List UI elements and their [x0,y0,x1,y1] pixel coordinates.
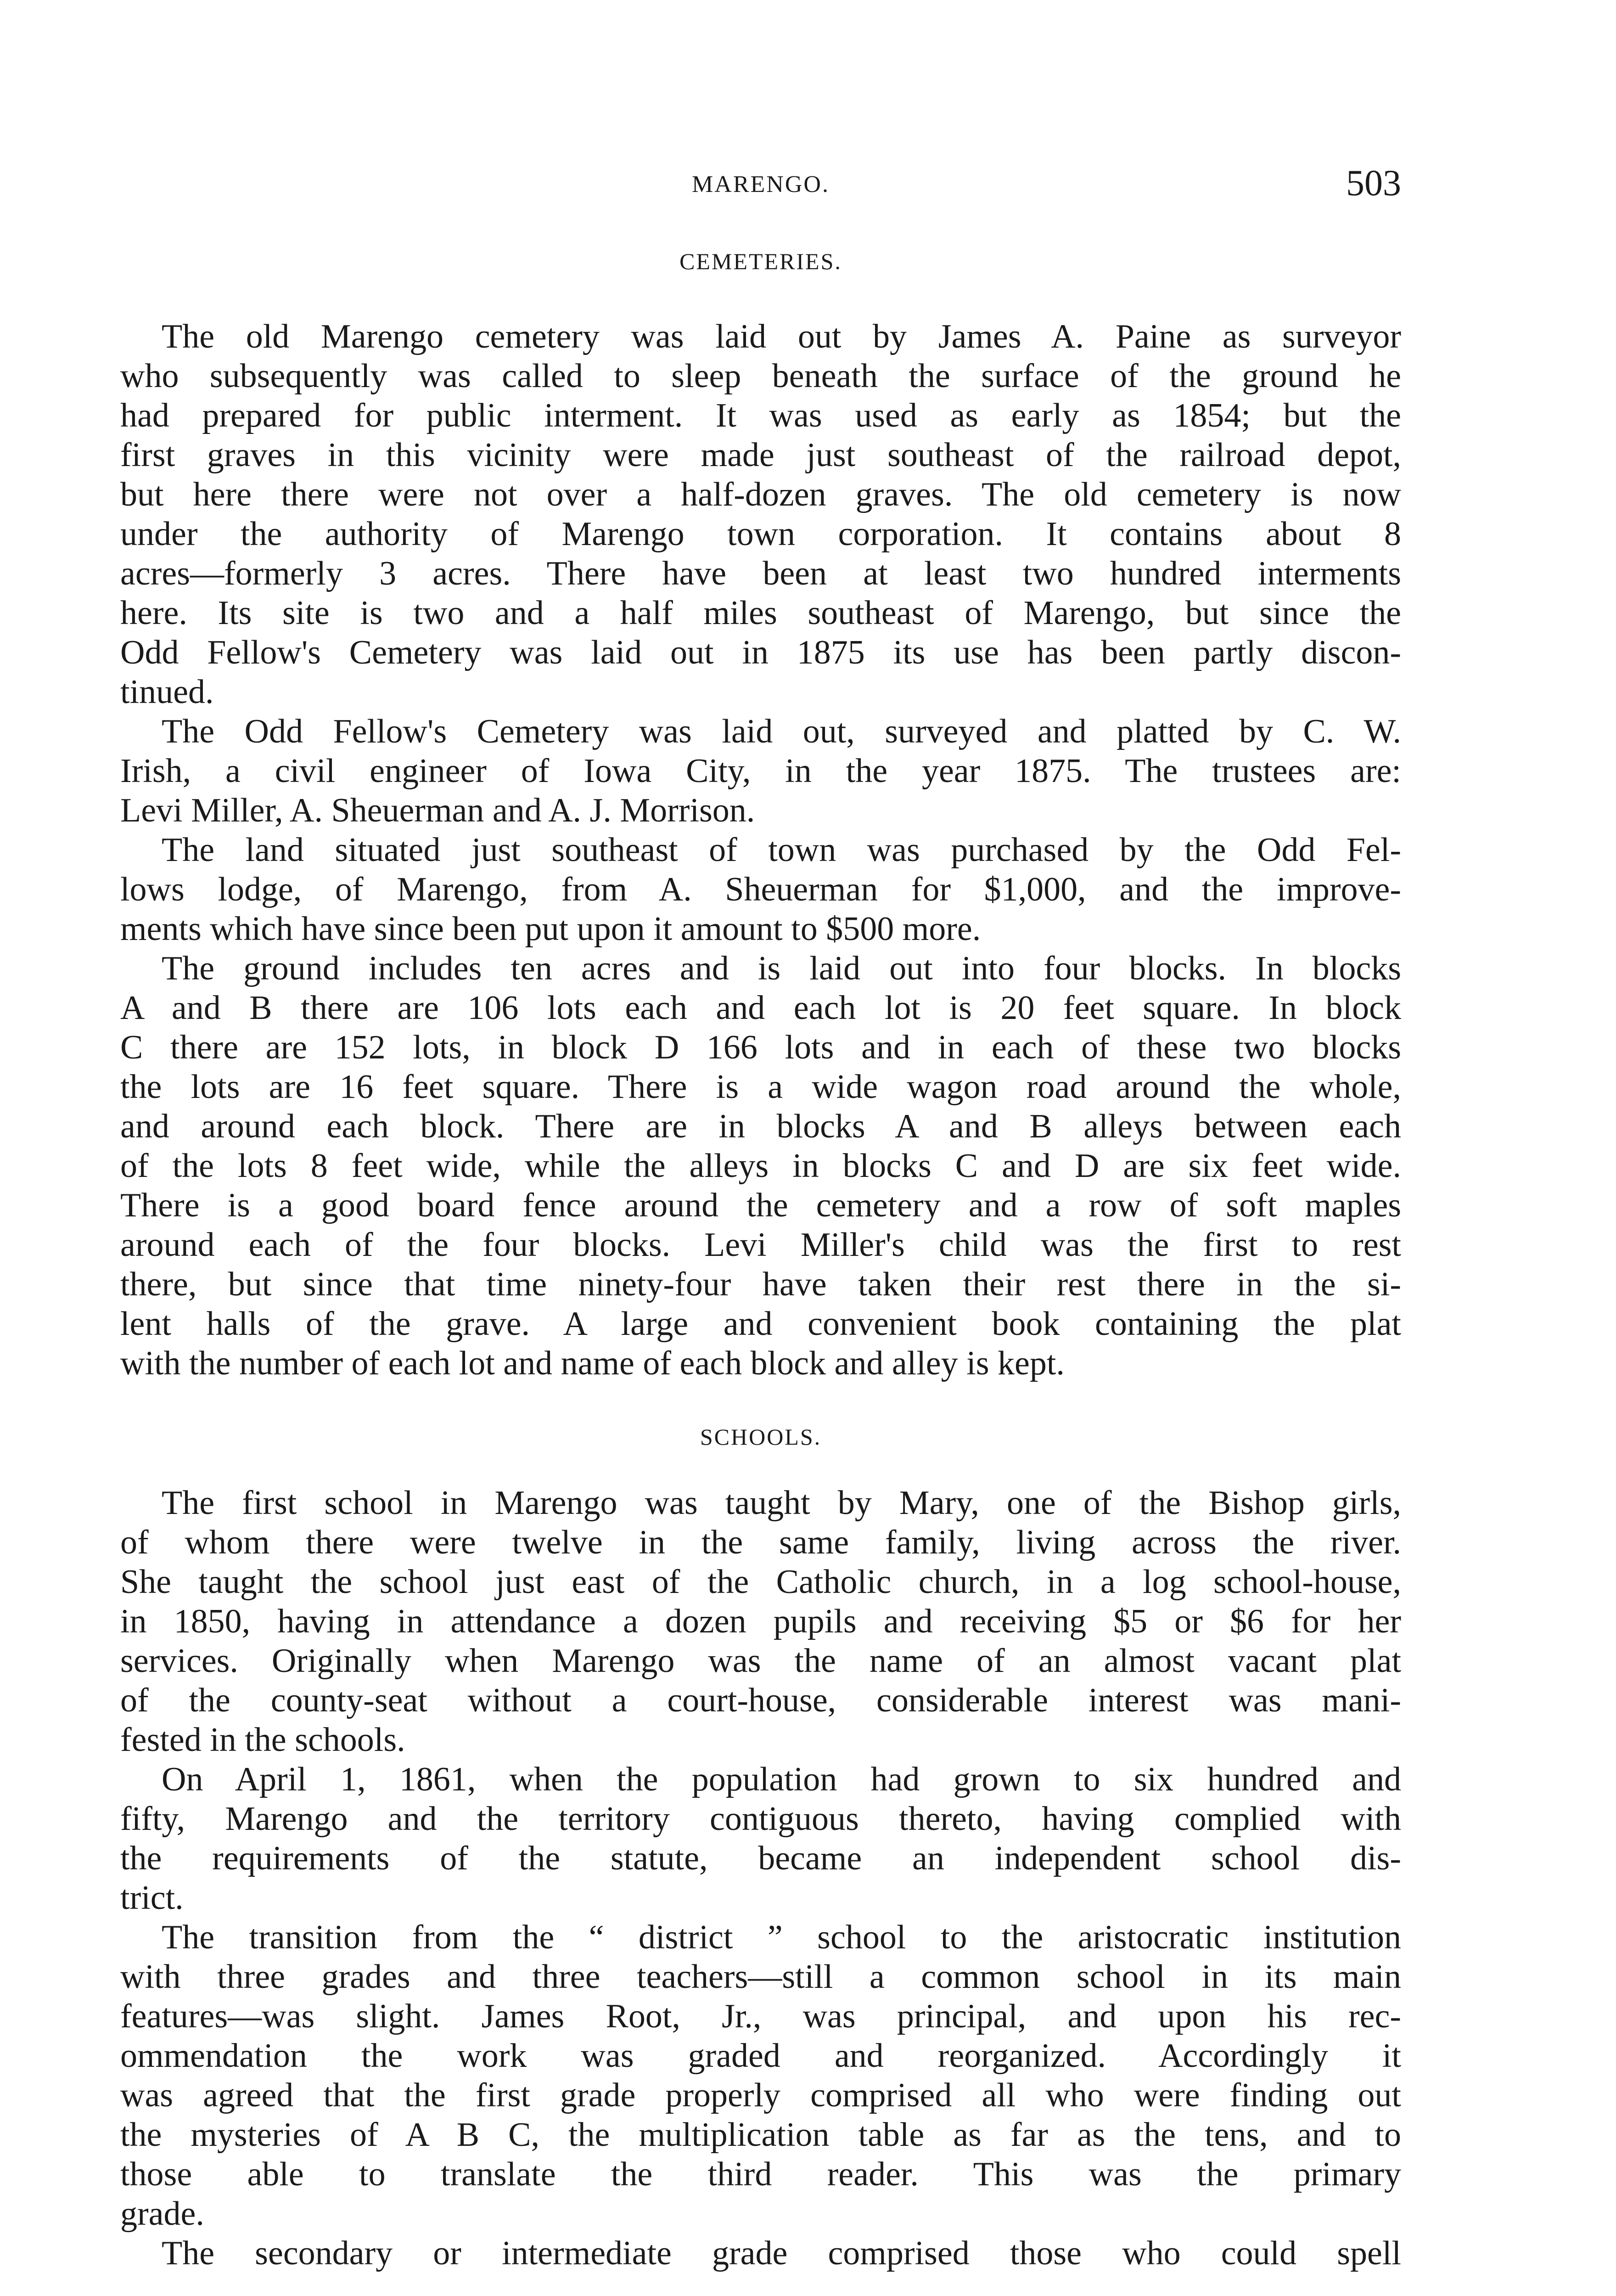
text-line: first graves in this vicinity were made just southeast of the railroad depot, [120,436,1401,474]
text-line: The land situated just southeast of town was purchased by the Odd Fel- [162,831,1401,869]
text-line: Odd Fellow's Cemetery was laid out in 1875 its use has been partly discon- [120,634,1401,671]
text-line: The transition from the “ district ” school to the aristocratic institution [162,1919,1401,1956]
text-line: and around each block. There are in blocks A and B alleys between each [120,1108,1401,1145]
text-line: here. Its site is two and a half miles southeast of Marengo, but since the [120,594,1401,632]
running-head [120,152,1401,207]
text-line: ments which have since been put upon it amount to $500 more. [120,910,981,948]
text-line: with three grades and three teachers—still a common school in its main [120,1958,1401,1996]
text-line: grade. [120,2195,204,2233]
text-line: the mysteries of A B C, the multiplication table as far as the tens, and to [120,2116,1401,2154]
section-heading-cemeteries: CEMETERIES. [679,248,842,274]
text-line: those able to translate the third reader. This was the primary [120,2155,1401,2193]
text-line: ommendation the work was graded and reorganized. Accordingly it [120,2037,1401,2075]
text-line: of the county-seat without a court-house, considerable interest was mani- [120,1682,1401,1719]
text-line: There is a good board fence around the cemetery and a row of soft maples [120,1187,1401,1224]
text-line: who subsequently was called to sleep beneath the surface of the ground he [120,357,1401,395]
text-line: trict. [120,1879,184,1917]
text-line: of the lots 8 feet wide, while the alleys in blocks C and D are six feet wide. [120,1147,1401,1185]
text-line: The ground includes ten acres and is laid out into four blocks. In blocks [162,950,1401,987]
text-line: was agreed that the first grade properly comprised all who were finding out [120,2077,1401,2114]
running-title: MARENGO. [692,171,830,197]
text-line: She taught the school just east of the Catholic church, in a log school-house, [120,1563,1401,1601]
text-line: in 1850, having in attendance a dozen pupils and receiving $5 or $6 for her [120,1603,1401,1640]
text-line: Levi Miller, A. Sheuerman and A. J. Morrison. [120,792,755,829]
text-line: The old Marengo cemetery was laid out by James A. Paine as surveyor [162,318,1401,355]
schools-text [120,1483,1401,2273]
text-line: A and B there are 106 lots each and each lot is 20 feet square. In block [120,989,1401,1027]
text-line: the lots are 16 feet square. There is a wide wagon road around the whole, [120,1068,1401,1106]
text-line: C there are 152 lots, in block D 166 lots and in each of these two blocks [120,1029,1401,1066]
text-line: had prepared for public interment. It was used as early as 1854; but the [120,397,1401,434]
text-line: fested in the schools. [120,1721,405,1759]
text-line: Irish, a civil engineer of Iowa City, in the year 1875. The trustees are: [120,752,1401,790]
text-line: there, but since that time ninety-four have taken their rest there in the si- [120,1266,1401,1303]
text-line: The first school in Marengo was taught by Mary, one of the Bishop girls, [162,1484,1401,1522]
text-line: acres—formerly 3 acres. There have been at least two hundred interments [120,555,1401,592]
section-heading-schools: SCHOOLS. [700,1424,822,1450]
text-line: The secondary or intermediate grade comprised those who could spell [162,2234,1401,2272]
text-line: with the number of each lot and name of each block and alley is kept. [120,1345,1065,1382]
text-line: around each of the four blocks. Levi Miller's child was the first to rest [120,1226,1401,1264]
text-line: lent halls of the grave. A large and convenient book containing the plat [120,1305,1401,1343]
page-number: 503 [1346,163,1401,203]
text-line: under the authority of Marengo town corporation. It contains about 8 [120,515,1401,553]
text-line: fifty, Marengo and the territory contiguous thereto, having complied with [120,1800,1401,1838]
text-line: tinued. [120,673,214,711]
text-line: services. Originally when Marengo was the name of an almost vacant plat [120,1642,1401,1680]
text-line: but here there were not over a half-dozen graves. The old cemetery is now [120,476,1401,513]
text-line: the requirements of the statute, became an independent school dis- [120,1840,1401,1877]
text-line: The Odd Fellow's Cemetery was laid out, surveyed and platted by C. W. [162,713,1401,750]
text-line: On April 1, 1861, when the population had grown to six hundred and [162,1761,1401,1798]
text-line: of whom there were twelve in the same family, living across the river. [120,1524,1401,1561]
text-line: lows lodge, of Marengo, from A. Sheuerman for $1,000, and the improve- [120,871,1401,908]
text-line: features—was slight. James Root, Jr., was principal, and upon his rec- [120,1998,1401,2035]
cemeteries-text [120,317,1401,1383]
